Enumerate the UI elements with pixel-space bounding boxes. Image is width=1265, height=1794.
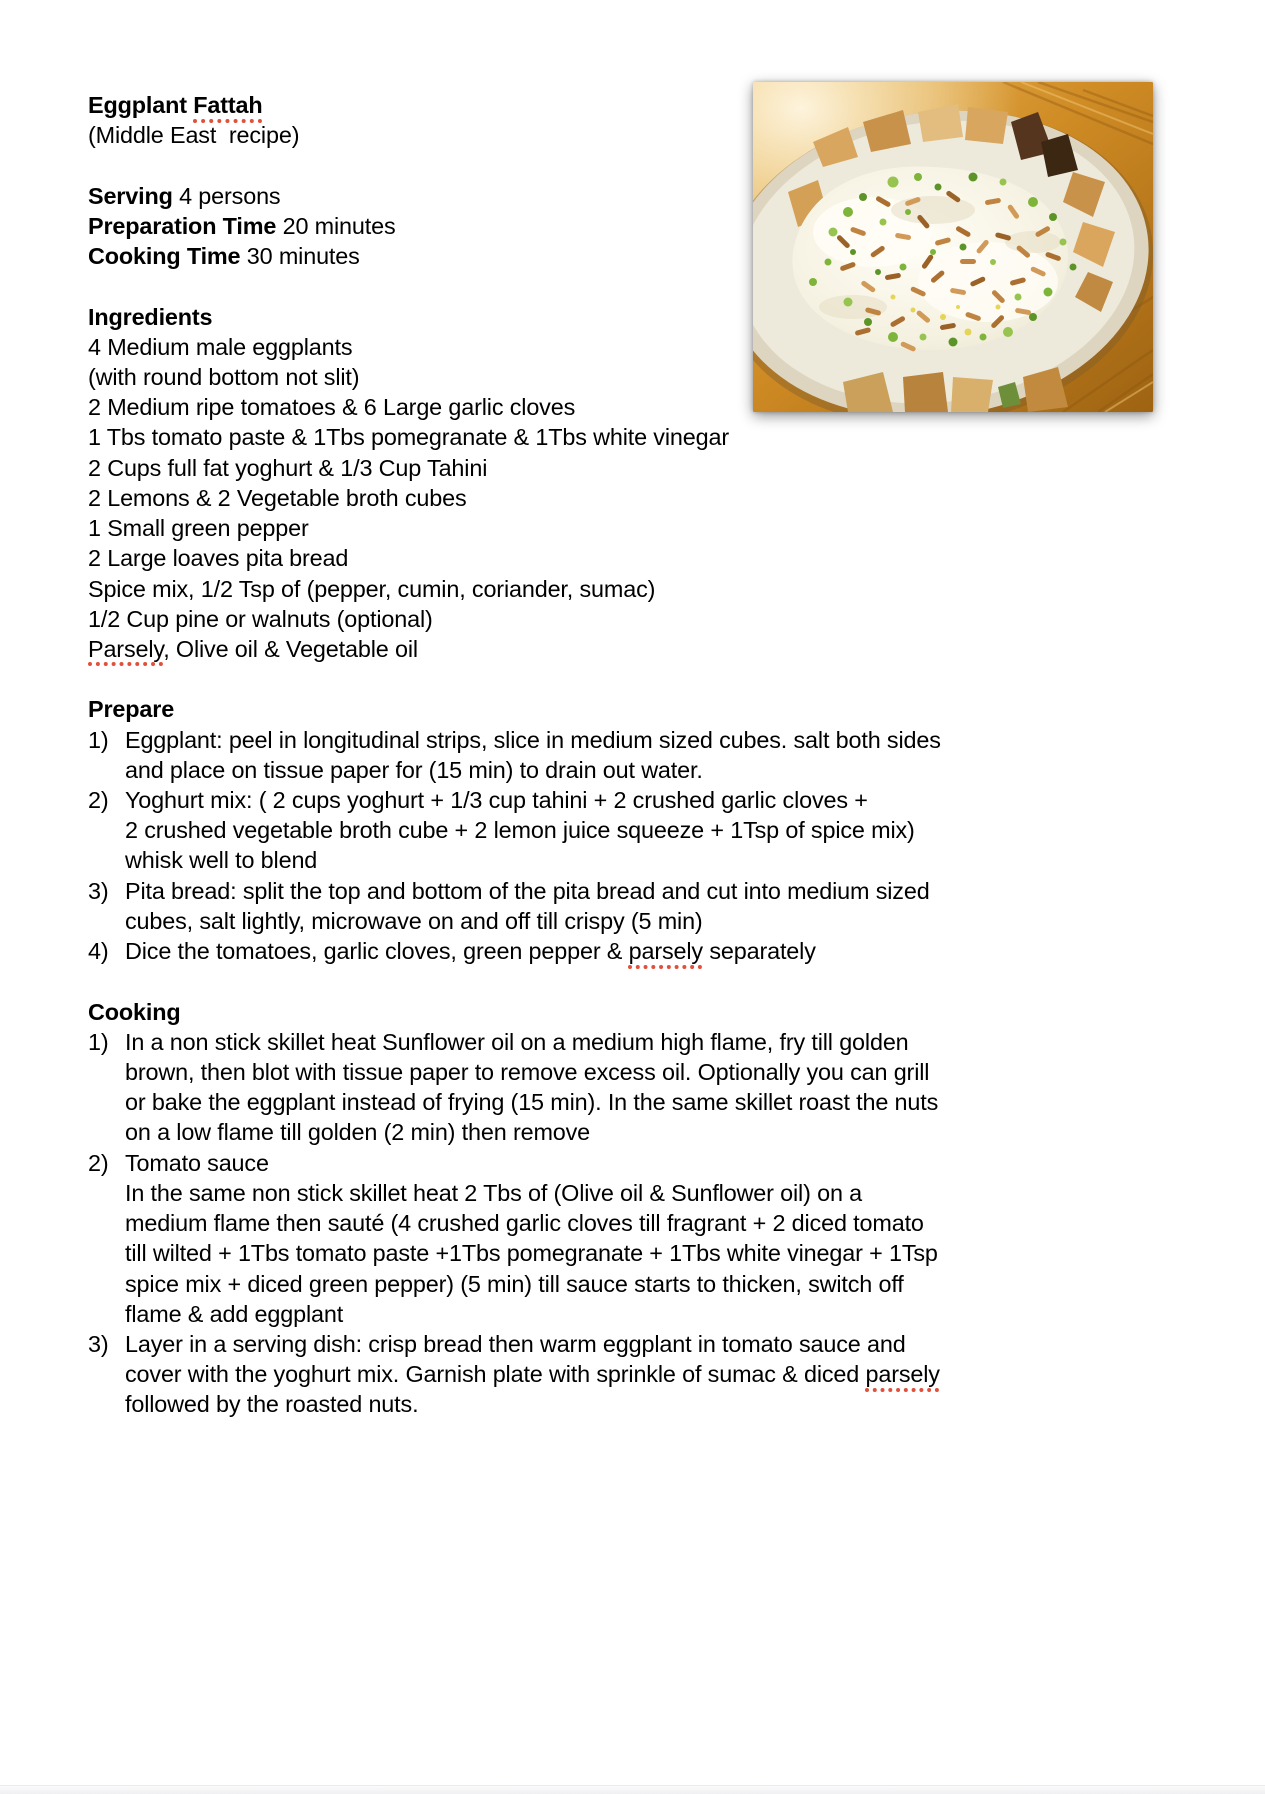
text-run: , Olive oil & Vegetable oil — [163, 635, 418, 662]
step-number: 2) — [88, 1149, 109, 1176]
text-run: and place on tissue paper for (15 min) to drain out water. — [125, 756, 703, 783]
meta-label: Serving — [88, 182, 173, 209]
cooking-list — [88, 1027, 1148, 1420]
text-run: 1/2 Cup pine or walnuts (optional) — [88, 605, 433, 632]
step-line — [88, 1208, 1148, 1238]
step-number: 3) — [88, 877, 109, 904]
text-run: Dice the tomatoes, garlic cloves, green pepper & — [125, 938, 629, 965]
ingredient-line — [88, 543, 1148, 573]
text-run: till wilted + 1Tbs tomato paste +1Tbs pomegranate + 1Tbs white vinegar + 1Tsp — [125, 1240, 938, 1267]
text-run: medium flame then sauté (4 crushed garlic cloves till fragrant + 2 diced tomato — [125, 1210, 924, 1237]
text-run: whisk well to blend — [125, 847, 318, 874]
text-run: 2 Medium ripe tomatoes & 6 Large garlic cloves — [88, 394, 576, 421]
ingredients-heading: Ingredients — [88, 303, 213, 330]
prepare-heading: Prepare — [88, 696, 175, 723]
ingredient-line — [88, 453, 1148, 483]
page-bottom-edge — [0, 1785, 1265, 1794]
step-line — [88, 845, 1148, 875]
step-line — [88, 755, 1148, 785]
step-line — [88, 1148, 1148, 1178]
blank-line — [88, 966, 1148, 996]
step-line — [88, 906, 1148, 936]
text-run: Tomato sauce — [125, 1149, 269, 1176]
text-run: followed by the roasted nuts. — [125, 1391, 419, 1418]
text-run: Layer in a serving dish: crisp bread then warm eggplant in tomato sauce and — [125, 1330, 906, 1357]
step-line — [88, 876, 1148, 906]
step-number: 1) — [88, 726, 109, 753]
step-line — [88, 1329, 1148, 1359]
text-run: 2 Lemons & 2 Vegetable broth cubes — [88, 484, 467, 511]
step-line — [88, 785, 1148, 815]
meta-label: Cooking Time — [88, 243, 241, 270]
misspelled-word: parsely — [865, 1361, 940, 1388]
text-run: on a low flame till golden (2 min) then remove — [125, 1119, 591, 1146]
step-line — [88, 1238, 1148, 1268]
step-line — [88, 1117, 1148, 1147]
ingredient-line — [88, 574, 1148, 604]
step-line — [88, 1057, 1148, 1087]
step-number: 2) — [88, 787, 109, 814]
misspelled-word: Parsely — [88, 635, 164, 662]
ingredient-line — [88, 604, 1148, 634]
text-run: flame & add eggplant — [125, 1300, 344, 1327]
text-run: 1 Tbs tomato paste & 1Tbs pomegranate & 1Tbs white vinegar — [88, 424, 729, 451]
recipe-photo — [753, 82, 1153, 412]
text-run: Pita bread: split the top and bottom of the pita bread and cut into medium sized — [125, 877, 930, 904]
text-run: Spice mix, 1/2 Tsp of (pepper, cumin, coriander, sumac) — [88, 575, 656, 602]
step-line — [88, 1389, 1148, 1419]
step-number: 4) — [88, 938, 109, 965]
step-line — [88, 1299, 1148, 1329]
step-number: 3) — [88, 1330, 109, 1357]
text-run: or bake the eggplant instead of frying (15 min). In the same skillet roast the nuts — [125, 1089, 939, 1116]
title-misspelled-word: Fattah — [193, 92, 263, 118]
meta-value: 30 minutes — [240, 243, 360, 270]
text-run: 2 Cups full fat yoghurt & 1/3 Cup Tahini — [88, 454, 488, 481]
meta-label: Preparation Time — [88, 212, 277, 239]
text-run: Yoghurt mix: ( 2 cups yoghurt + 1/3 cup tahini + 2 crushed garlic cloves + — [125, 787, 868, 814]
text-run: Eggplant: peel in longitudinal strips, slice in medium sized cubes. salt both sides — [125, 726, 941, 753]
ingredient-line — [88, 483, 1148, 513]
recipe-photo-illustration — [753, 82, 1153, 412]
step-line — [88, 1087, 1148, 1117]
text-run: brown, then blot with tissue paper to remove excess oil. Optionally you can grill — [125, 1059, 930, 1085]
text-run: In a non stick skillet heat Sunflower oil on a medium high flame, fry till golden — [125, 1028, 909, 1055]
step-line — [88, 725, 1148, 755]
step-number: 1) — [88, 1028, 109, 1055]
blank-line — [88, 664, 1148, 694]
cooking-heading: Cooking — [88, 998, 181, 1025]
subtitle: (Middle East recipe) — [88, 122, 300, 149]
text-run: separately — [702, 938, 816, 965]
text-run: 2 crushed vegetable broth cube + 2 lemon juice squeeze + 1Tsp of spice mix) — [125, 817, 915, 844]
ingredient-line — [88, 513, 1148, 543]
step-line — [88, 1359, 1148, 1389]
text-run: In the same non stick skillet heat 2 Tbs of (Olive oil & Sunflower oil) on a — [125, 1179, 863, 1206]
misspelled-word: parsely — [628, 938, 703, 965]
text-run: spice mix + diced green pepper) (5 min) till sauce starts to thicken, switch off — [125, 1270, 904, 1297]
text-run: cover with the yoghurt mix. Garnish plate with sprinkle of sumac & diced — [125, 1361, 866, 1388]
text-run: 2 Large loaves pita bread — [88, 545, 349, 572]
text-run: (with round bottom not slit) — [88, 363, 360, 390]
ingredient-line — [88, 422, 1148, 452]
ingredient-line — [88, 634, 1148, 664]
meta-value: 20 minutes — [276, 212, 396, 239]
step-line — [88, 936, 1148, 966]
step-line — [88, 1269, 1148, 1299]
text-run: 1 Small green pepper — [88, 515, 309, 542]
prepare-list — [88, 725, 1148, 967]
title-text: Eggplant — [88, 92, 194, 118]
step-line — [88, 1178, 1148, 1208]
meta-value: 4 persons — [172, 182, 281, 209]
text-run: 4 Medium male eggplants — [88, 333, 353, 360]
step-line — [88, 1027, 1148, 1057]
text-run: cubes, salt lightly, microwave on and off till crispy (5 min) — [125, 907, 703, 934]
step-line — [88, 815, 1148, 845]
